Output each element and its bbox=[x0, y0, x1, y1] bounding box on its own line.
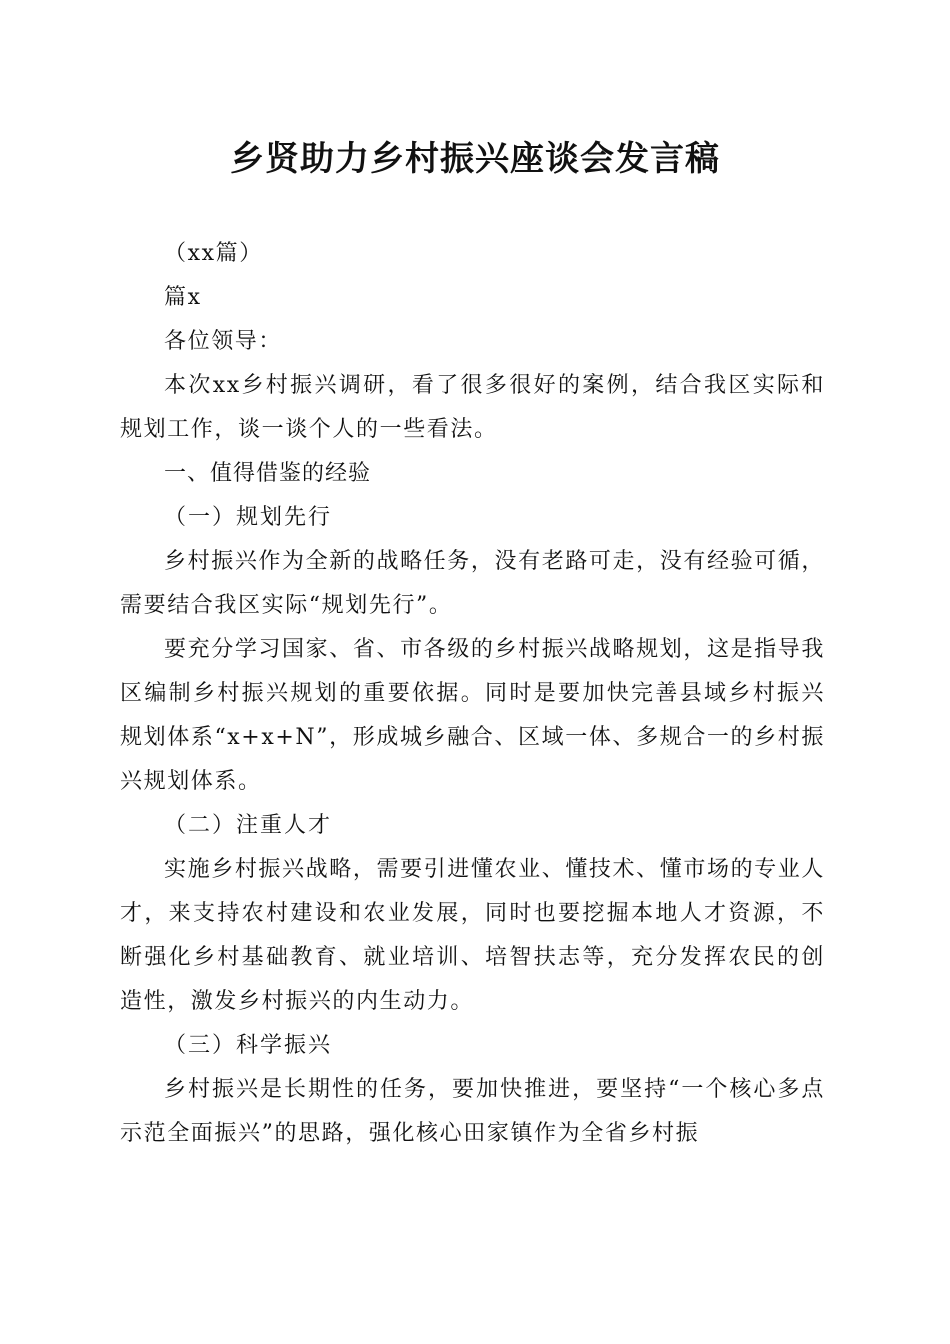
paragraph-piece-label: 篇x bbox=[164, 285, 202, 310]
paragraph-planning-2: 要充分学习国家、省、市各级的乡村振兴战略规划，这是指导我区编制乡村振兴规划的重要依据。同时是要加快完善县域乡村振兴规划体系“x+x+N”，形成城乡融合、区域一体、多规合一的乡村振兴规划体系。 bbox=[120, 637, 825, 794]
paragraph-salutation: 各位领导： bbox=[164, 329, 283, 354]
document-body bbox=[120, 232, 825, 1156]
section-heading-1: 一、值得借鉴的经验 bbox=[164, 461, 372, 486]
paragraph-talent: 实施乡村振兴战略，需要引进懂农业、懂技术、懂市场的专业人才，来支持农村建设和农业发展，同时也要挖掘本地人才资源，不断强化乡村基础教育、就业培训、培智扶志等，充分发挥农民的创造性，激发乡村振兴的内生动力。 bbox=[120, 857, 825, 1014]
paragraph-series-note: （xx篇） bbox=[164, 241, 263, 266]
document-title: 乡贤助力乡村振兴座谈会发言稿 bbox=[230, 139, 720, 179]
subsection-heading-1: （一）规划先行 bbox=[164, 505, 333, 530]
paragraph-intro: 本次xx乡村振兴调研，看了很多很好的案例，结合我区实际和规划工作，谈一谈个人的一些看法。 bbox=[120, 373, 825, 442]
subsection-heading-3: （三）科学振兴 bbox=[164, 1033, 333, 1058]
paragraph-science: 乡村振兴是长期性的任务，要加快推进，要坚持“一个核心多点示范全面振兴”的思路，强化核心田家镇作为全省乡村振 bbox=[120, 1077, 825, 1146]
subsection-heading-2: （二）注重人才 bbox=[164, 813, 333, 838]
paragraph-planning-1: 乡村振兴作为全新的战略任务，没有老路可走，没有经验可循，需要结合我区实际“规划先行”。 bbox=[120, 549, 825, 618]
